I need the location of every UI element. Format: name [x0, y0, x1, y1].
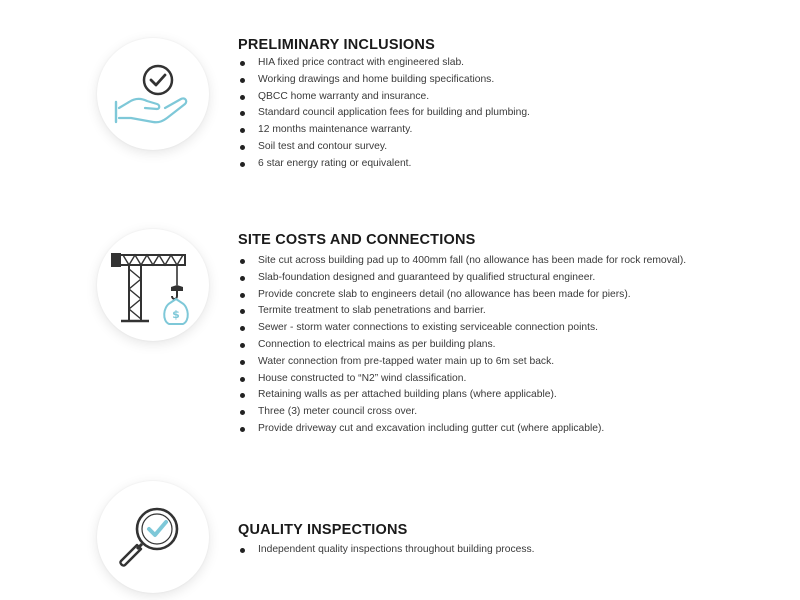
site-costs-list [238, 253, 708, 438]
list-item: House constructed to “N2” wind classification. [238, 371, 708, 388]
list-item: 6 star energy rating or equivalent. [238, 156, 708, 173]
list-item: HIA fixed price contract with engineered slab. [238, 55, 708, 72]
list-item: Working drawings and home building specifications. [238, 72, 708, 89]
section-title: PRELIMINARY INCLUSIONS [238, 37, 435, 53]
list-item: Provide driveway cut and excavation including gutter cut (where applicable). [238, 421, 708, 438]
list-item: Slab-foundation designed and guaranteed by qualified structural engineer. [238, 270, 708, 287]
icon-badge [97, 481, 209, 593]
icon-badge [97, 38, 209, 150]
svg-text:$: $ [172, 308, 180, 321]
list-item: Sewer - storm water connections to existing serviceable connection points. [238, 320, 708, 337]
list-item: Three (3) meter council cross over. [238, 404, 708, 421]
list-item: Provide concrete slab to engineers detail (no allowance has been made for piers). [238, 287, 708, 304]
crane-icon [97, 229, 209, 341]
list-item: Site cut across building pad up to 400mm fall (no allowance has been made for rock removal). [238, 253, 708, 270]
list-item: Connection to electrical mains as per building plans. [238, 337, 708, 354]
list-item: Retaining walls as per attached building plans (where applicable). [238, 387, 708, 404]
inclusions-list [238, 55, 708, 173]
section-title: QUALITY INSPECTIONS [238, 522, 408, 538]
icon-badge [97, 229, 209, 341]
list-item: Water connection from pre-tapped water main up to 6m set back. [238, 354, 708, 371]
section-title: SITE COSTS AND CONNECTIONS [238, 232, 476, 248]
list-item: Soil test and contour survey. [238, 139, 708, 156]
magnifier-check-icon [97, 481, 209, 593]
hand-check-icon [97, 38, 209, 150]
list-item: Standard council application fees for building and plumbing. [238, 105, 708, 122]
list-item: 12 months maintenance warranty. [238, 122, 708, 139]
list-item: QBCC home warranty and insurance. [238, 89, 708, 106]
inspections-list [238, 542, 708, 559]
list-item: Independent quality inspections throughout building process. [238, 542, 708, 559]
list-item: Termite treatment to slab penetrations and barrier. [238, 303, 708, 320]
